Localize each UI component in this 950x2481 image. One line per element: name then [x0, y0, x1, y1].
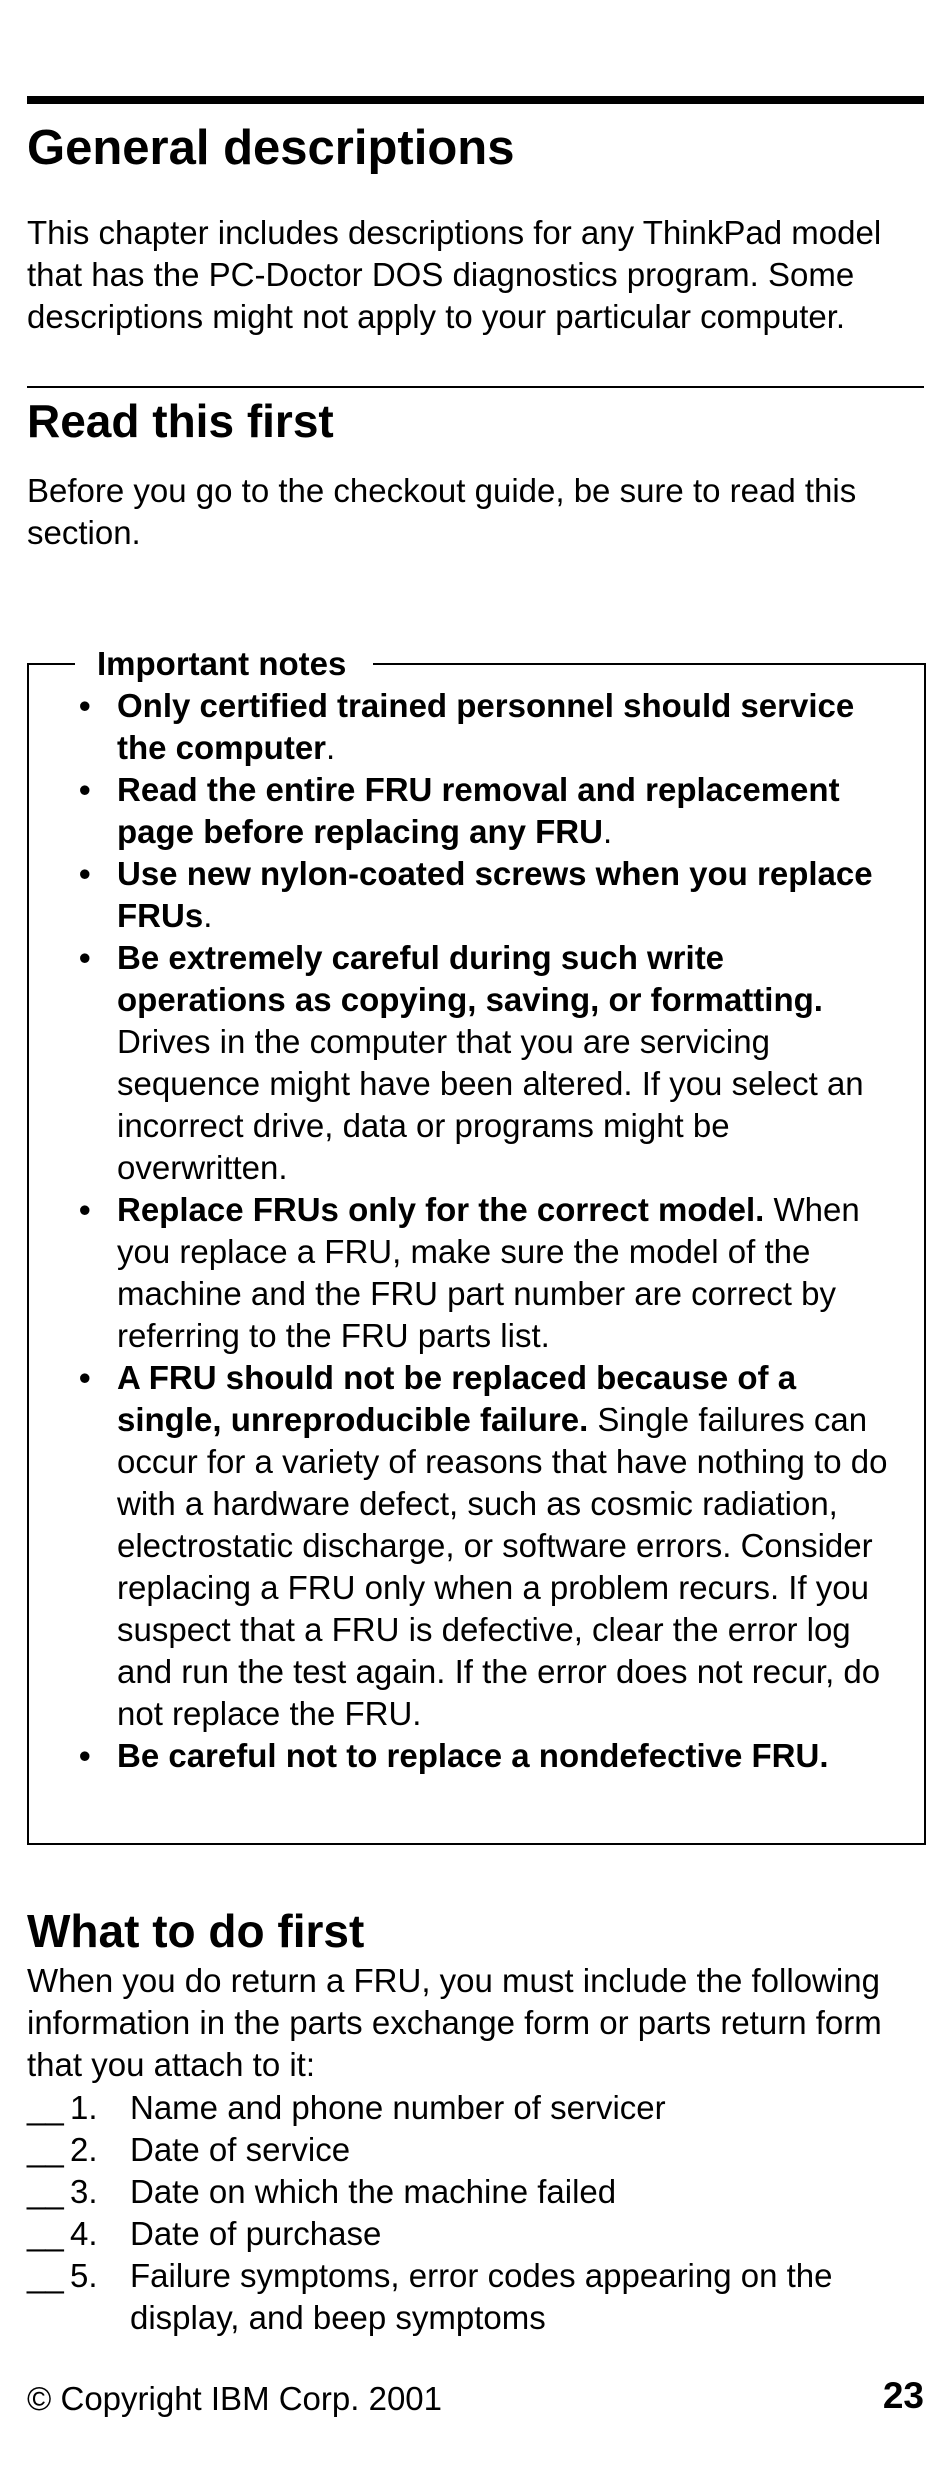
return-info-checklist — [27, 2087, 924, 2339]
note-bold-text: A FRU should not be replaced because of a single, unreproducible failure. — [117, 1359, 797, 1438]
note-text: . — [326, 729, 336, 766]
list-item — [27, 2129, 924, 2171]
item-number: 1. — [70, 2089, 98, 2126]
checkbox-blank: __ — [27, 2215, 64, 2252]
heading-read-this-first: Read this first — [27, 395, 334, 447]
page-number: 23 — [882, 2375, 924, 2416]
note-text: . — [203, 897, 213, 934]
footer-copyright: © Copyright IBM Corp. 2001 — [27, 2380, 442, 2417]
note-bold-text: Use new nylon-coated screws when you replace FRUs — [117, 855, 873, 934]
note-bold-text: Be extremely careful during such write operations as copying, saving, or formatting. — [117, 939, 823, 1018]
list-item — [27, 2171, 924, 2213]
bullet: • — [79, 1359, 91, 1396]
list-item — [27, 2087, 924, 2129]
checkbox-blank: __ — [27, 2131, 64, 2168]
list-item — [27, 685, 922, 769]
general-intro-paragraph: This chapter includes descriptions for any ThinkPad model that has the PC-Doctor DOS diagnostics program. Some descriptions might not apply to your particular computer. — [27, 214, 882, 335]
bullet: • — [79, 687, 91, 724]
item-number: 4. — [70, 2215, 98, 2252]
note-bold-text: Read the entire FRU removal and replacement page before replacing any FRU — [117, 771, 840, 850]
important-notes-title: Important notes — [97, 645, 347, 682]
note-text: Single failures can occur for a variety of reasons that have nothing to do with a hardware defect, such as cosmic radiation, electrostatic discharge, or software errors. Consider replacing a FRU only when a problem recurs. If you suspect that a FRU is defective, clear the error log and run the test again. If the error does not recur, do not replace the FRU. — [117, 1401, 888, 1732]
item-text: Name and phone number of servicer — [130, 2089, 666, 2126]
bullet: • — [79, 1737, 91, 1774]
bullet: • — [79, 939, 91, 976]
list-item — [27, 2213, 924, 2255]
note-bold-text: Only certified trained personnel should service the computer — [117, 687, 855, 766]
item-text: Failure symptoms, error codes appearing on the display, and beep symptoms — [130, 2257, 833, 2336]
bullet: • — [79, 855, 91, 892]
checkbox-blank: __ — [27, 2257, 64, 2294]
read-first-paragraph: Before you go to the checkout guide, be sure to read this section. — [27, 472, 857, 551]
important-notes-list — [27, 685, 922, 1777]
list-item — [27, 1357, 922, 1735]
item-text: Date of service — [130, 2131, 351, 2168]
checkbox-blank: __ — [27, 2173, 64, 2210]
note-bold-text: Replace FRUs only for the correct model. — [117, 1191, 765, 1228]
top-rule — [27, 96, 924, 104]
heading-general-descriptions: General descriptions — [27, 121, 515, 175]
list-item — [27, 1735, 922, 1777]
what-first-paragraph: When you do return a FRU, you must include the following information in the parts exchange form or parts return form that you attach to it: — [27, 1962, 882, 2083]
list-item — [27, 853, 922, 937]
list-item — [27, 2255, 924, 2339]
item-number: 3. — [70, 2173, 98, 2210]
list-item — [27, 769, 922, 853]
note-text: . — [602, 813, 613, 850]
section-rule — [27, 386, 924, 388]
heading-what-to-do-first: What to do first — [27, 1905, 365, 1957]
bullet: • — [79, 771, 91, 808]
list-item — [27, 1189, 922, 1357]
note-bold-text: Be careful not to replace a nondefective FRU. — [117, 1737, 829, 1774]
item-text: Date of purchase — [130, 2215, 382, 2252]
bullet: • — [79, 1191, 91, 1228]
checkbox-blank: __ — [27, 2089, 64, 2126]
note-text: When you replace a FRU, make sure the model of the machine and the FRU part number are correct by referring to the FRU parts list. — [117, 1191, 860, 1354]
item-number: 5. — [70, 2257, 98, 2294]
list-item — [27, 937, 922, 1189]
item-number: 2. — [70, 2131, 98, 2168]
note-text: Drives in the computer that you are servicing sequence might have been altered. If you select an incorrect drive, data or programs might be overwritten. — [117, 1023, 864, 1186]
item-text: Date on which the machine failed — [130, 2173, 617, 2210]
